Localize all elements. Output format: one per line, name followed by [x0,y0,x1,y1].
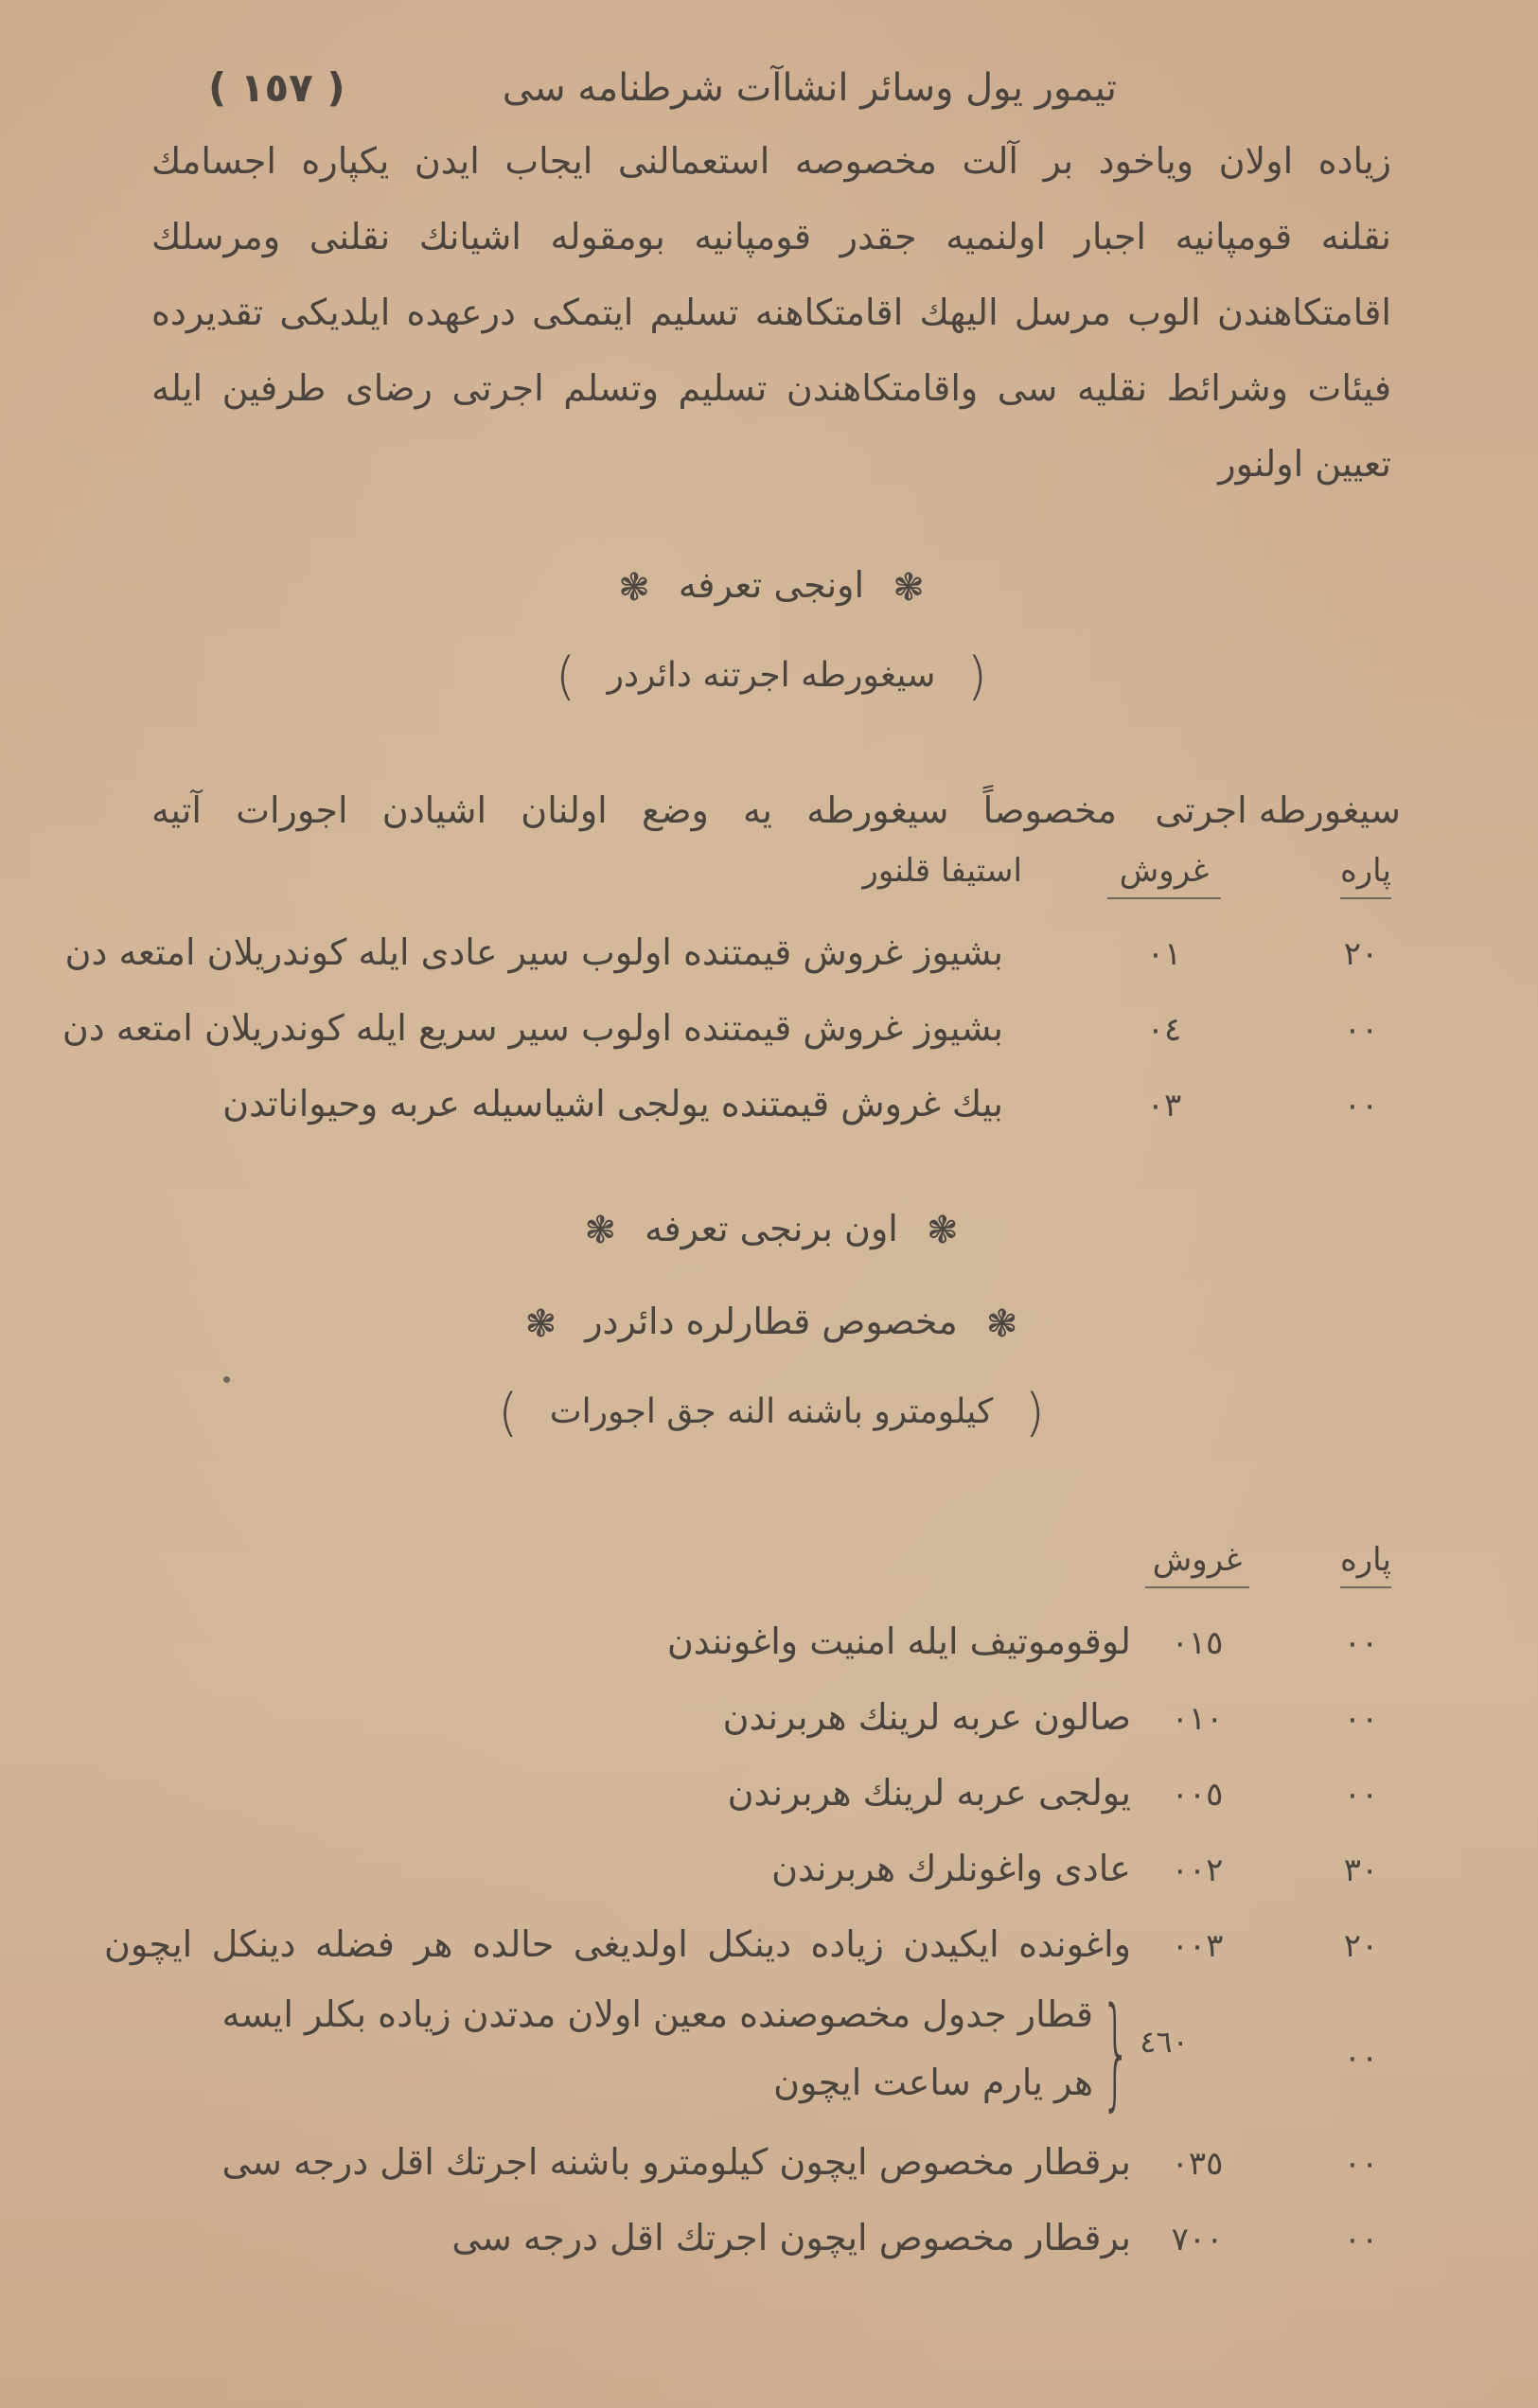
cell-para: ٠٠ [1343,1699,1379,1738]
column-header-para: پاره [1340,852,1391,894]
cell-ghurush: ٠٤ [1146,1010,1182,1049]
cell-ghurush: ٠٠٢ [1171,1850,1224,1889]
table-row [104,1910,1391,1986]
paragraph-line: تعيين اولنور [1218,443,1391,485]
cell-description: لوقوموتيف ايله امنيت واغونندن [666,1620,1131,1662]
cell-para: ٠٠ [1343,1775,1379,1814]
table-row [151,1683,1391,1759]
section-10-title [151,540,1391,633]
close-paren: ) [556,646,576,706]
cell-para: ٢٠ [1343,1926,1379,1965]
braced-description-line: قطار جدول مخصوصنده معين اولان مدتدن زياده بكلر ايسه [221,1992,1093,2035]
cell-ghurush: ٠١ [1146,934,1182,973]
subtitle-text: سيغورطه اجرتنه دائردر [607,655,936,695]
flower-ornament-icon: ❃ [926,1209,959,1252]
cell-ghurush: ٠٣ [1146,1086,1182,1124]
section-11-title [151,1183,1391,1277]
flower-ornament-icon: ❃ [584,1209,617,1252]
paragraph-line: اقامتكاهندن الوب مرسل اليهك اقامتكاهنه تسليم ايتمكى درعهده ايلديكى تقديرده [151,292,1391,333]
table-row [151,1607,1391,1683]
table-row [151,2204,1391,2279]
cell-description: يولجى عربه لرينك هربرندن [727,1771,1131,1814]
flower-ornament-icon: ❃ [985,1301,1018,1346]
table-2-column-headers [151,1541,1391,1607]
running-title: تيمور يول وسائر انشاآت شرطنامه سی [502,66,1117,110]
cell-description: واغونده ايكيدن زياده دينكل اولديغى حالده هر فضله دينكل ايچون [104,1922,1131,1965]
section-11-subtitle [151,1276,1391,1370]
cell-para: ٣٠ [1343,1850,1379,1889]
table-row [151,1759,1391,1834]
intro-paragraph [151,123,1391,502]
paragraph-line: فيئات وشرائط نقليه سى واقامتكاهندن تسليم وتسلم اجرتى رضاى طرفين ايله [151,367,1391,409]
close-paren: ) [498,1382,519,1443]
cell-ghurush: ٠٣٥ [1171,2144,1224,2183]
cell-ghurush: ٠٠٣ [1171,1926,1224,1965]
cell-description: بشيوز غروش قيمتنده اولوب سير عادى ايله كوندريلان امتعه دن [64,930,1003,973]
cell-description: عادى واغونلرك هربرندن [771,1847,1131,1889]
flower-ornament-icon: ❃ [618,565,650,610]
insurance-fee-description: مخصوصاً سيغورطه يه وضع اولنان اشيادن اجورات آتيه [151,788,1117,831]
cell-description: برقطار مخصوص ايچون كيلومترو باشنه اجرتك اقل درجه سى [221,2140,1131,2183]
column-header-ghurush: غروش [1145,1541,1249,1583]
braced-description-line: هر يارم ساعت ايچون [773,2061,1093,2103]
paragraph-line: زياده اولان وياخود بر آلت مخصوصه استعمالنى ايجاب ايدن يكپاره اجسامك [151,140,1391,182]
cell-para: ٢٠ [1343,934,1379,973]
cell-description: برقطار مخصوص ايچون اجرتك اقل درجه سى [451,2216,1131,2258]
book-page [62,57,1401,2279]
table-row [151,2128,1391,2204]
cell-description: بشيوز غروش قيمتنده اولوب سير سريع ايله كوندريلان امتعه دن [62,1006,1003,1049]
page-number: ( ١٥٧ ) [208,64,345,111]
cell-description: صالون عربه لرينك هربرندن [722,1695,1131,1738]
table-row [151,1834,1391,1910]
note-text: كيلومترو باشنه النه جق اجورات [549,1391,994,1431]
cell-para: ٠٠ [1343,1623,1379,1662]
subtitle-text: مخصوص قطارلره دائردر [585,1301,958,1342]
cell-description: بيك غروش قيمتنده يولجى اشياسيله عربه وحيواناتدن [222,1082,1003,1124]
running-header [151,57,1391,123]
section-title-text: اونجى تعرفه [678,564,865,606]
cell-ghurush: ٤٦٠ [1140,2023,1189,2060]
cell-para: ٠٠ [1343,2038,1379,2077]
cell-ghurush: ٠٠٥ [1171,1775,1224,1814]
cell-ghurush: ٠١٠ [1171,1699,1224,1738]
cell-para: ٠٠ [1343,2144,1379,2183]
flower-ornament-icon: ❃ [893,565,925,610]
cell-para: ٠٠ [1343,2220,1379,2258]
cell-ghurush: ٧٠٠ [1171,2220,1224,2258]
column-header-ghurush: غروش [1107,852,1221,894]
section-title-text: اون برنجى تعرفه [645,1207,898,1249]
flower-ornament-icon: ❃ [524,1301,557,1346]
section-11-header [151,1183,1391,1456]
table-1-column-headers [151,852,1391,918]
section-11-note [151,1370,1391,1456]
insurance-fee-label: سيغورطه اجرتى [1155,788,1401,831]
table-row [64,918,1391,994]
open-paren: ( [966,646,987,706]
table-row-braced [151,1981,1391,2128]
table-row [151,1070,1391,1145]
insurance-fee-intro [151,776,1401,852]
table-1-body [62,918,1391,1145]
cell-para: ٠٠ [1343,1010,1379,1049]
open-paren: ( [1024,1382,1045,1443]
curly-brace: { [1100,1981,1131,2123]
cell-para: ٠٠ [1343,1086,1379,1124]
special-train-fee-table [104,1540,1391,2279]
section-10-subtitle [151,633,1391,719]
column-header-para: پاره [1340,1541,1391,1583]
paragraph-line: نقلنه قومپانيه اجبار اولنميه جقدر قومپانيه بومقوله اشيانك نقلنى ومرسلك [151,216,1391,257]
collection-note: استيفا قلنور [862,851,1022,890]
table-row [62,994,1391,1070]
cell-ghurush: ٠١٥ [1171,1623,1224,1662]
